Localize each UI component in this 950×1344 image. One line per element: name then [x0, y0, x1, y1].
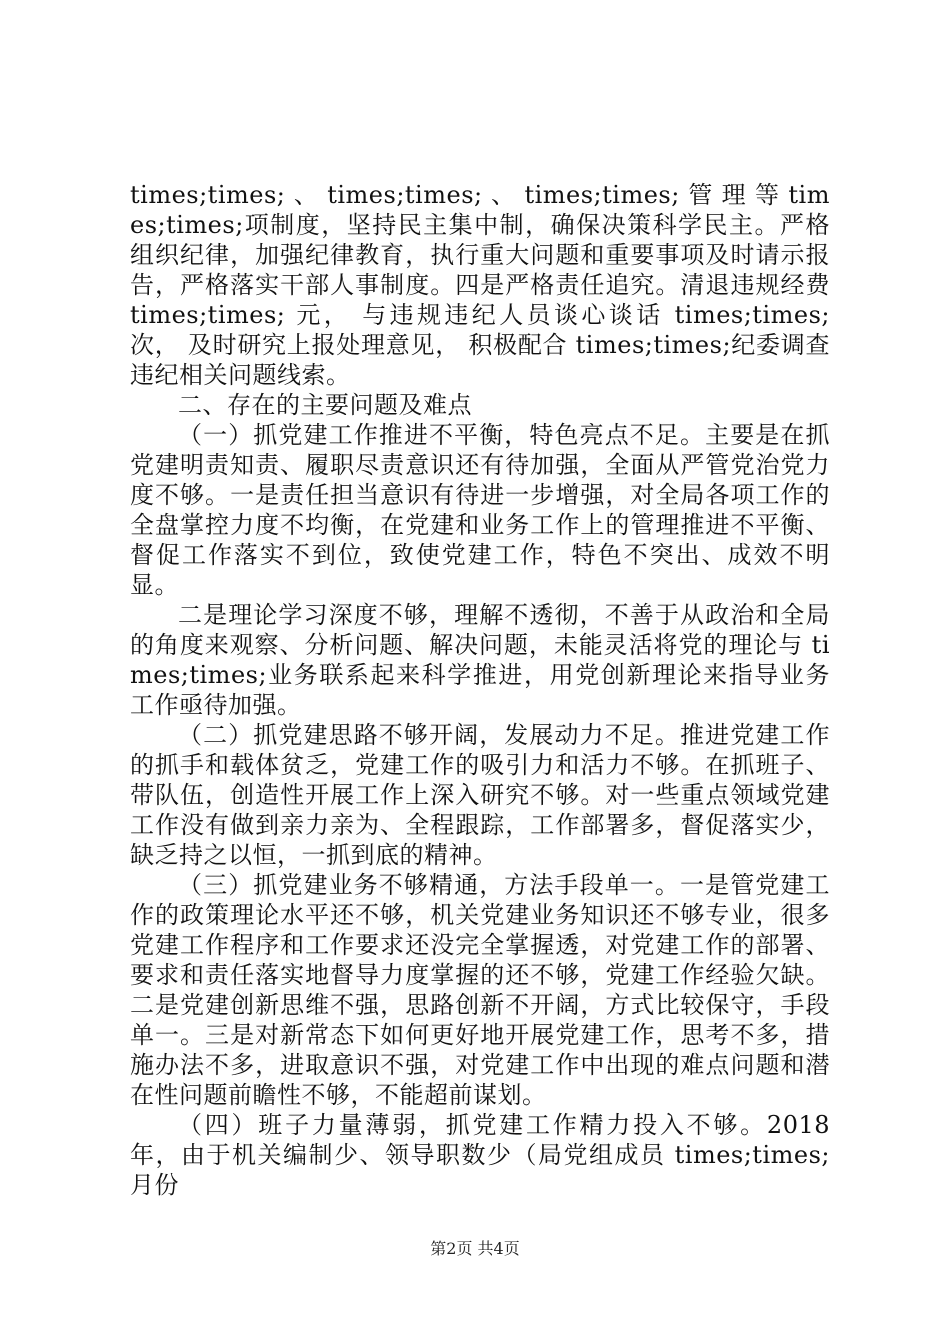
- paragraph-continuation: times;times; 、 times;times; 、 times;times; 管 理 等 times;times;项制度，坚持民主集中制，确保决策科学民主。严格组织纪律，加强纪律教育，执行重大问题和重要事项及时请示报告，严格落实干部人事制度。四是严格责任追究。清退违规经费 times;times; 元， 与违规违纪人员谈心谈话 times;times; 次， 及时研究上报处理意见， 积极配合 times;times;纪委调查违纪相关问题线索。: [130, 181, 830, 389]
- paragraph-problem-3: （三）抓党建业务不够精通，方法手段单一。一是管党建工作的政策理论水平还不够，机关党建业务知识还不够专业，很多党建工作程序和工作要求还没完全掌握透，对党建工作的部署、要求和责任落实地督导力度掌握的还不够，党建工作经验欠缺。二是党建创新思维不强，思路创新不开阔，方式比较保守，手段单一。三是对新常态下如何更好地开展党建工作，思考不多，措施办法不多，进取意识不强，对党建工作中出现的难点问题和潜在性问题前瞻性不够，不能超前谋划。: [130, 871, 830, 1109]
- paragraph-problem-1: （一）抓党建工作推进不平衡，特色亮点不足。主要是在抓党建明责知责、履职尽责意识还有待加强，全面从严管党治党力度不够。一是责任担当意识有待进一步增强，对全局各项工作的全盘掌控力度不均衡，在党建和业务工作上的管理推进不平衡、督促工作落实不到位，致使党建工作，特色不突出、成效不明显。: [130, 421, 830, 599]
- paragraph-problem-4: （四）班子力量薄弱，抓党建工作精力投入不够。2018 年，由于机关编制少、领导职数少（局党组成员 times;times;月份: [130, 1111, 830, 1199]
- section-heading: 二、存在的主要问题及难点: [178, 391, 472, 419]
- paragraph-problem-2: （二）抓党建思路不够开阔，发展动力不足。推进党建工作的抓手和载体贫乏，党建工作的吸引力和活力不够。在抓班子、带队伍，创造性开展工作上深入研究不够。对一些重点领域党建工作没有做到亲力亲为、全程跟踪，工作部署多，督促落实少，缺乏持之以恒，一抓到底的精神。: [130, 721, 830, 869]
- page-number-footer: 第2页 共4页: [430, 1239, 520, 1258]
- paragraph-problem-1-continued: 二是理论学习深度不够，理解不透彻，不善于从政治和全局的角度来观察、分析问题、解决问题，未能灵活将党的理论与 times;times;业务联系起来科学推进，用党创新理论来指导业务工作亟待加强。: [130, 601, 830, 719]
- document-body: [130, 180, 830, 1200]
